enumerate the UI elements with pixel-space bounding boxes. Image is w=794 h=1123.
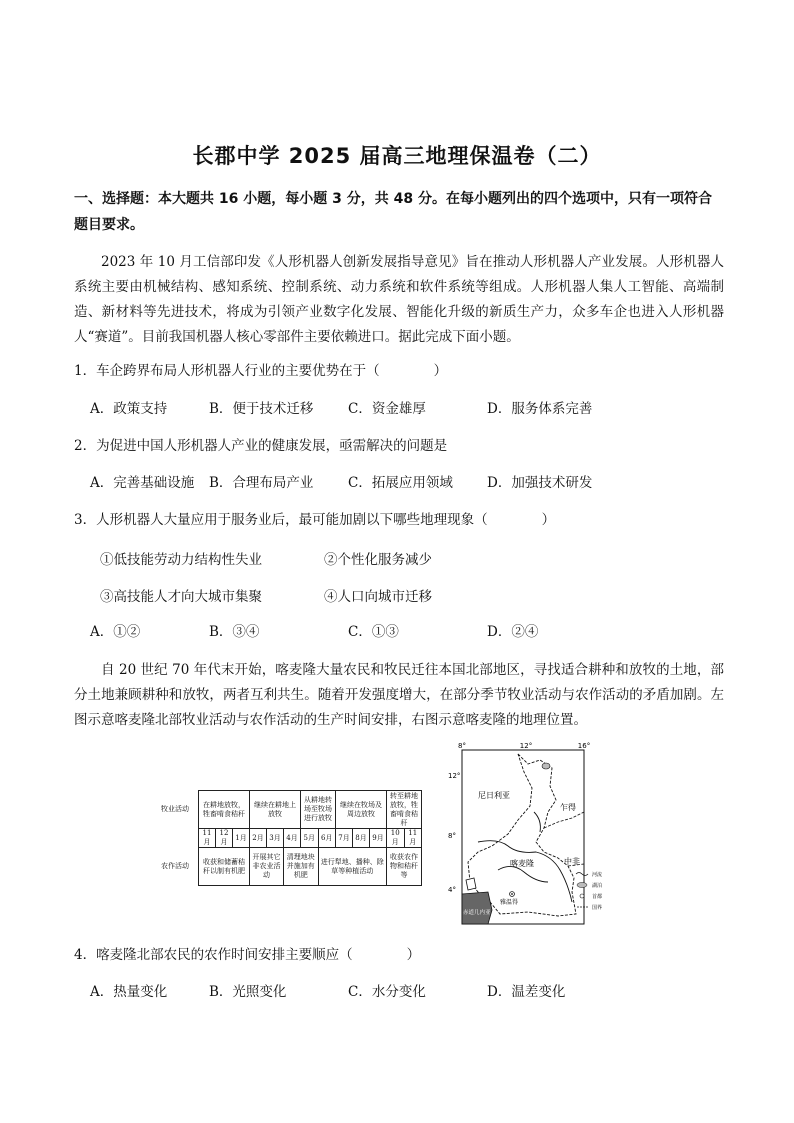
lon-label: 12° bbox=[519, 742, 533, 750]
q3-item-4: ④人口向城市迁移 bbox=[324, 589, 432, 605]
row-label-farming: 农作活动 bbox=[161, 862, 189, 870]
q4-option-d: D．温差变化 bbox=[487, 984, 566, 1000]
question-2-stem: 2．为促进中国人形机器人产业的健康发展，亟需解决的问题是 bbox=[74, 438, 448, 454]
legend-capital-symbol bbox=[580, 894, 584, 898]
q4-option-a: A．热量变化 bbox=[90, 984, 168, 1000]
farming-cell: 进行犁地、播种、除草等种植活动 bbox=[318, 848, 387, 886]
month-cell: 7月 bbox=[336, 829, 353, 848]
q4-option-b: B．光照变化 bbox=[209, 984, 287, 1000]
legend-lake: 湖泊 bbox=[592, 883, 603, 889]
island bbox=[466, 878, 476, 890]
passage-1: 2023 年 10 月工信部印发《人形机器人创新发展指导意见》旨在推动人形机器人产业发展。人形机器人系统主要由机械结构、感知系统、控制系统、动力系统和软件系统等组成。人形机器人集人工智能、高端制造、新材料等先进技术，将成为引领产业数字化发展、智能化升级的新质生产力，众多车企也进入人形机器人“赛道”。目前我国机器人核心零部件主要依赖进口。据此完成下面小题。 bbox=[74, 254, 724, 345]
cameroon-map-figure bbox=[448, 742, 603, 932]
legend-capital: 首都 bbox=[592, 894, 603, 900]
q3-option-b: B．③④ bbox=[209, 624, 260, 640]
passage-2: 自 20 世纪 70 年代末开始，喀麦隆大量农民和牧民迁往本国北部地区，寻找适合耕种和放牧的土地，部分土地兼顾耕种和放牧，两者互利共生。随着开发强度增大，在部分季节牧业活动与农作活动的矛盾加剧。左图示意喀麦隆北部牧业活动与农作活动的生产时间安排，右图示意喀麦隆的地理位置。 bbox=[74, 662, 724, 728]
lon-label: 8° bbox=[458, 742, 466, 750]
farming-cell: 收获和储蓄秸秆以制有机肥 bbox=[199, 848, 250, 886]
label-eq-guinea: 赤道几内亚 bbox=[463, 910, 491, 916]
q1-option-d: D．服务体系完善 bbox=[487, 401, 593, 417]
pastoral-cell: 在耕地放牧，牲畜啃食秸秆 bbox=[199, 791, 250, 829]
pastoral-cell: 继续在牧场及周边放牧 bbox=[336, 791, 387, 829]
legend-border: 国界 bbox=[592, 905, 603, 911]
month-cell: 10月 bbox=[387, 829, 405, 848]
q1-option-a: A．政策支持 bbox=[90, 401, 168, 417]
q3-option-d: D．②④ bbox=[487, 624, 539, 640]
month-cell: 9月 bbox=[370, 829, 387, 848]
lat-label: 8° bbox=[448, 832, 456, 840]
pastoral-cell: 从耕地转场至牧场进行放牧 bbox=[301, 791, 336, 829]
month-cell: 3月 bbox=[267, 829, 284, 848]
lon-label: 16° bbox=[577, 742, 591, 750]
month-cell: 1月 bbox=[233, 829, 250, 848]
schedule-table bbox=[160, 790, 422, 886]
q4-option-c: C．水分变化 bbox=[348, 984, 426, 1000]
lat-label: 4° bbox=[448, 886, 456, 894]
farming-cell: 收获农作物和秸秆等 bbox=[387, 848, 422, 886]
month-cell: 4月 bbox=[284, 829, 301, 848]
q3-item-2: ②个性化服务减少 bbox=[324, 552, 432, 568]
question-3-stem: 3．人形机器人大量应用于服务业后，最可能加剧以下哪些地理现象（ ） bbox=[74, 512, 556, 528]
q2-option-d: D．加强技术研发 bbox=[487, 475, 593, 491]
schedule-table-figure bbox=[160, 790, 422, 886]
q3-option-a: A．①② bbox=[90, 624, 141, 640]
row-label-pastoral: 牧业活动 bbox=[161, 805, 189, 813]
month-cell: 8月 bbox=[353, 829, 370, 848]
month-cell: 6月 bbox=[318, 829, 336, 848]
label-nigeria: 尼日利亚 bbox=[478, 791, 510, 800]
q2-option-c: C．拓展应用领域 bbox=[348, 475, 453, 491]
question-1-stem: 1．车企跨界布局人形机器人行业的主要优势在于（ ） bbox=[74, 363, 448, 379]
legend-lake-symbol bbox=[577, 883, 587, 888]
q2-option-b: B．合理布局产业 bbox=[209, 475, 314, 491]
label-cameroon: 喀麦隆 bbox=[510, 859, 534, 868]
q3-item-1: ①低技能劳动力结构性失业 bbox=[100, 552, 262, 568]
pastoral-cell: 转至耕地放牧，牲畜啃食秸秆 bbox=[387, 791, 422, 829]
label-capital: 雅温得 bbox=[500, 899, 519, 906]
lat-label: 12° bbox=[448, 772, 461, 780]
q2-option-a: A．完善基础设施 bbox=[90, 475, 195, 491]
equatorial-guinea-region bbox=[462, 892, 492, 924]
page-title: 长郡中学 2025 届高三地理保温卷（二） bbox=[192, 144, 602, 168]
q3-item-3: ③高技能人才向大城市集聚 bbox=[100, 589, 262, 605]
q3-option-c: C．①③ bbox=[348, 624, 399, 640]
question-4-stem: 4．喀麦隆北部农民的农作时间安排主要顺应（ ） bbox=[74, 947, 421, 963]
label-car: 中非 bbox=[564, 857, 580, 866]
month-cell: 12月 bbox=[216, 829, 233, 848]
q1-option-c: C．资金雄厚 bbox=[348, 401, 426, 417]
month-cell: 5月 bbox=[301, 829, 319, 848]
cameroon-map bbox=[448, 742, 603, 928]
month-cell: 11月 bbox=[199, 829, 216, 848]
farming-cell: 开展其它非农业活动 bbox=[250, 848, 284, 886]
q1-option-b: B．便于技术迁移 bbox=[209, 401, 314, 417]
month-cell: 11月 bbox=[404, 829, 422, 848]
farming-cell: 清理地块并施加有机肥 bbox=[284, 848, 319, 886]
label-chad: 乍得 bbox=[560, 803, 576, 812]
legend-river: 河流 bbox=[592, 872, 603, 878]
pastoral-cell: 继续在耕地上放牧 bbox=[250, 791, 301, 829]
month-cell: 2月 bbox=[250, 829, 267, 848]
section-heading: 一、选择题：本大题共 16 小题，每小题 3 分，共 48 分。在每小题列出的四个选项中，只有一项符合题目要求。 bbox=[74, 191, 712, 233]
lake-chad bbox=[542, 763, 550, 769]
